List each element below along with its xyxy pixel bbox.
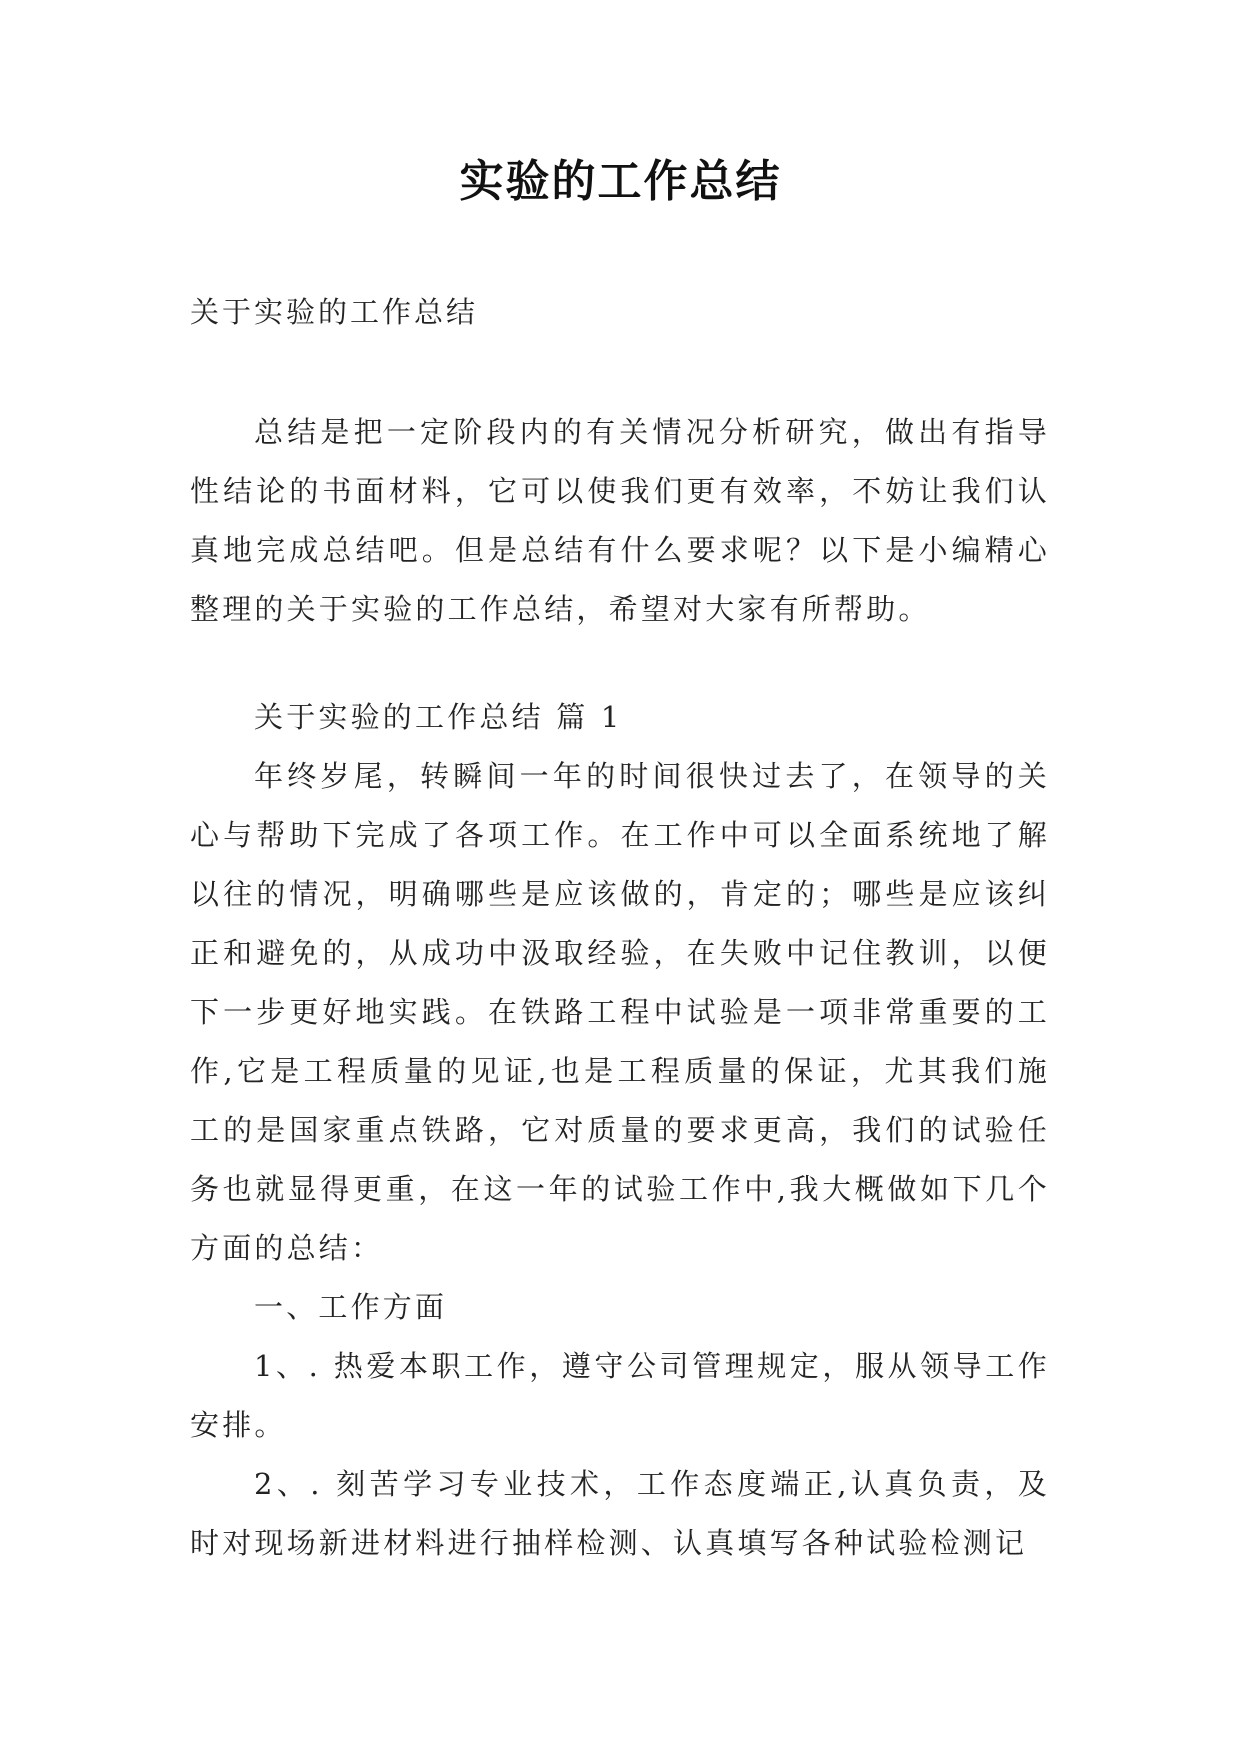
list-item-1: 1、. 热爱本职工作，遵守公司管理规定，服从领导工作安排。 [190,1349,1050,1442]
body-paragraph: 年终岁尾，转瞬间一年的时间很快过去了，在领导的关心与帮助下完成了各项工作。在工作中可以全面系统地了解以往的情况，明确哪些是应该做的，肯定的；哪些是应该纠正和避免的，从成功中汲取经验，在失败中记住教训，以便下一步更好地实践。在铁路工程中试验是一项非常重要的工作,它是工程质量的见证,也是工程质量的保证，尤其我们施工的是国家重点铁路，它对质量的要求更高，我们的试验任务也就显得更重，在这一年的试验工作中,我大概做如下几个方面的总结： [190,759,1050,1265]
list-item-2: 2、. 刻苦学习专业技术，工作态度端正,认真负责，及时对现场新进材料进行抽样检测、认真填写各种试验检测记 [190,1467,1050,1560]
list-heading: 一、工作方面 [254,1290,448,1324]
document-title: 实验的工作总结 [459,156,782,207]
document-subtitle: 关于实验的工作总结 [190,295,479,329]
intro-paragraph: 总结是把一定阶段内的有关情况分析研究，做出有指导性结论的书面材料，它可以使我们更有效率，不妨让我们认真地完成总结吧。但是总结有什么要求呢？以下是小编精心整理的关于实验的工作总结，希望对大家有所帮助。 [190,415,1050,626]
section-heading: 关于实验的工作总结 篇 1 [254,700,623,734]
body-section [190,688,1050,1573]
